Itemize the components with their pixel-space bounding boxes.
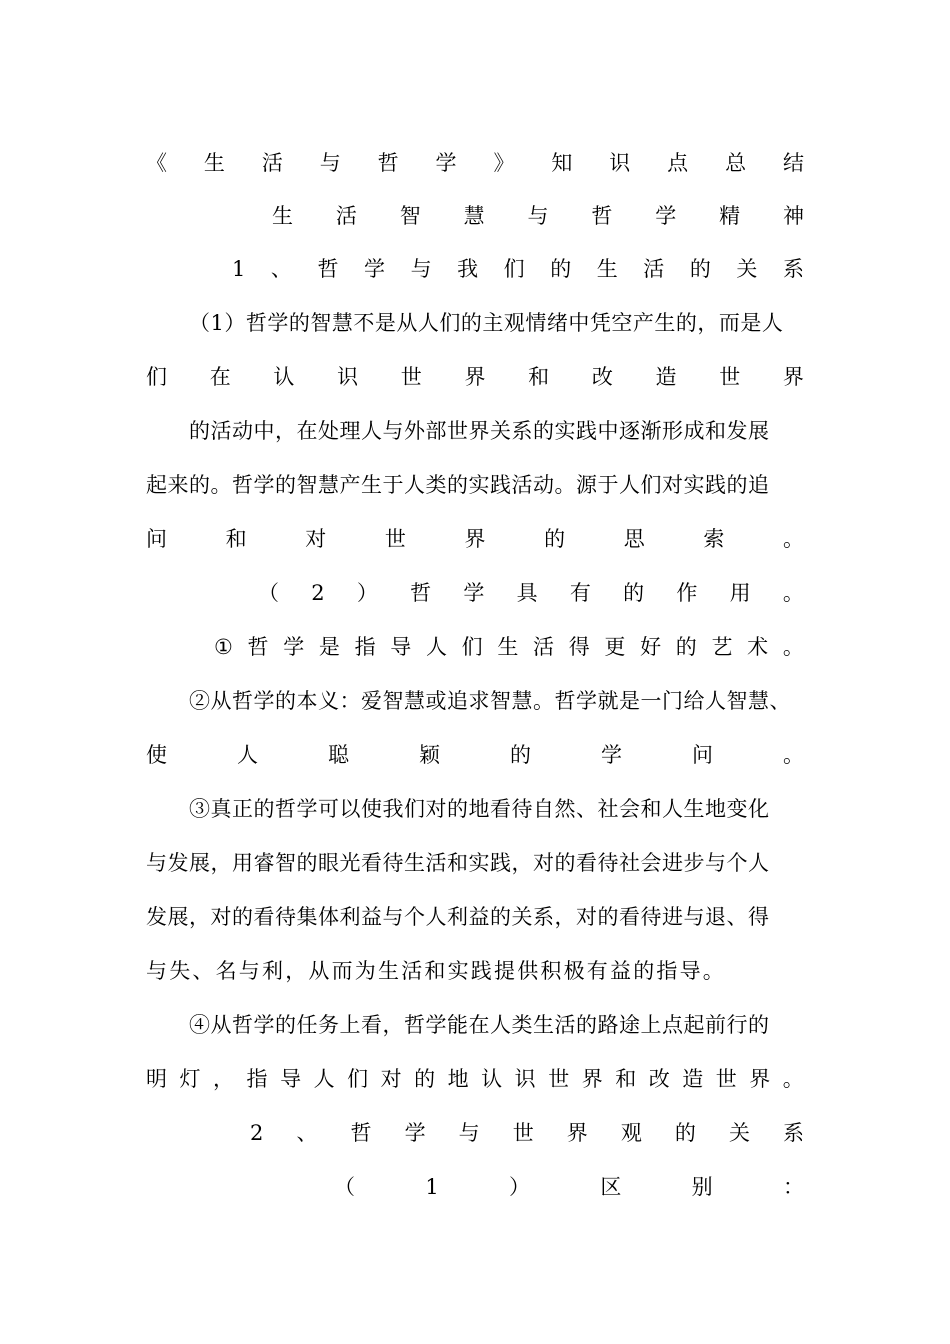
list-item-continuation: 与失、名与利，从而为生活和实践提供积极有益的指导。 (146, 959, 726, 983)
paragraph-line: 们 在 认 识 世 界 和 改 造 世 界 (146, 365, 804, 389)
list-item-continuation: 发展，对的看待集体利益与个人利益的关系，对的看待进与退、得 (146, 905, 770, 929)
subheading-difference: （ 1 ） 区 别 ： (334, 1175, 804, 1199)
list-item-continuation: 与发展，用睿智的眼光看待生活和实践，对的看待社会进步与个人 (146, 851, 770, 875)
list-item-continuation: 使 人 聪 颖 的 学 问 。 (146, 743, 804, 767)
list-item: ① 哲 学 是 指 导 人 们 生 活 得 更 好 的 艺 术 。 (214, 635, 804, 659)
list-item-continuation: 明 灯 ， 指 导 人 们 对 的 地 认 识 世 界 和 改 造 世 界 。 (146, 1067, 804, 1091)
paragraph-line: （1）哲学的智慧不是从人们的主观情绪中凭空产生的，而是人 (189, 311, 784, 335)
heading-philosophy-and-life: 1 、 哲 学 与 我 们 的 生 活 的 关 系 (232, 257, 804, 281)
list-item: ②从哲学的本义：爱智慧或追求智慧。哲学就是一门给人智慧、 (189, 689, 791, 713)
heading-philosophy-and-worldview: 2 、 哲 学 与 世 界 观 的 关 系 (250, 1121, 804, 1145)
section-title: 生 活 智 慧 与 哲 学 精 神 (272, 204, 804, 228)
paragraph-line: 问 和 对 世 界 的 思 索 。 (146, 527, 804, 551)
document-title: 《 生 活 与 哲 学 》 知 识 点 总 结 (146, 151, 804, 175)
list-item: ③真正的哲学可以使我们对的地看待自然、社会和人生地变化 (189, 797, 770, 821)
subheading-role-of-philosophy: （ 2 ） 哲 学 具 有 的 作 用 。 (258, 581, 804, 605)
paragraph-line: 的活动中，在处理人与外部世界关系的实践中逐渐形成和发展 (189, 419, 770, 443)
paragraph-line: 起来的。哲学的智慧产生于人类的实践活动。源于人们对实践的追 (146, 473, 770, 497)
list-item: ④从哲学的任务上看，哲学能在人类生活的路途上点起前行的 (189, 1013, 770, 1037)
